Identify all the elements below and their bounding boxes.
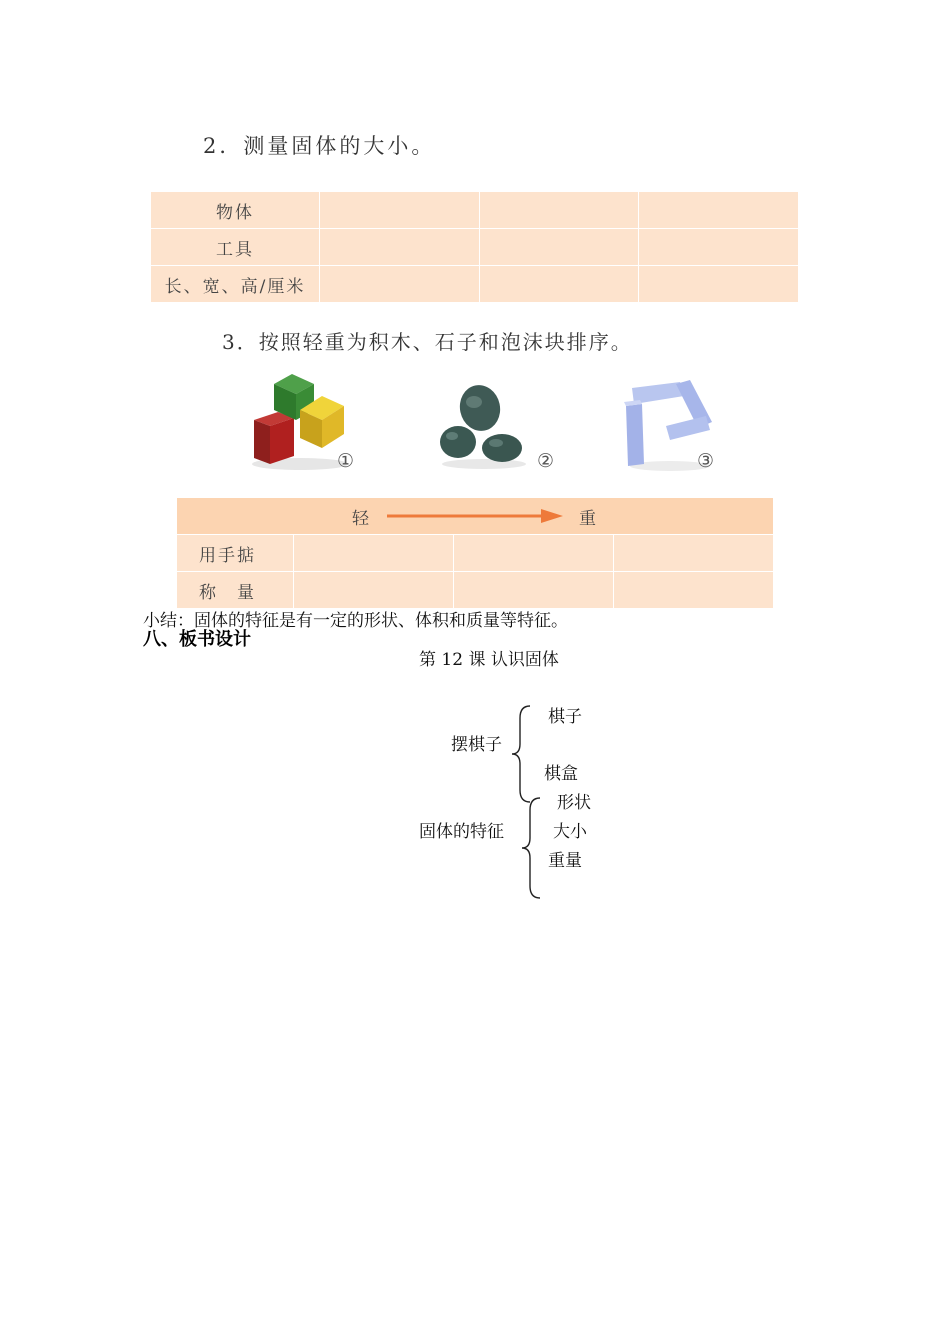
- table-cell: [639, 229, 799, 266]
- section-3-title: 3．按照轻重为积木、石子和泡沫块排序。: [222, 330, 633, 354]
- board-group-1-item: 棋盒: [544, 764, 578, 784]
- light-label: 轻: [352, 508, 371, 529]
- left-brace-icon: [506, 704, 536, 804]
- item-label: ②: [537, 450, 555, 472]
- section-2-title: 2．测量固体的大小。: [203, 134, 436, 158]
- arrow-right-icon: [385, 508, 565, 524]
- heavy-label: 重: [579, 508, 598, 529]
- stones-icon: [434, 384, 528, 470]
- building-blocks-icon: [244, 366, 355, 472]
- table-row: [151, 266, 799, 303]
- table-row: [151, 192, 799, 229]
- summary-text: 小结：固体的特征是有一定的形状、体积和质量等特征。: [143, 611, 568, 631]
- table-cell: [479, 192, 639, 229]
- table-cell: [320, 266, 480, 303]
- row-label: 物体: [151, 192, 320, 229]
- left-brace-icon: [516, 796, 546, 900]
- row-label: 称 量: [177, 572, 294, 609]
- table-cell: [294, 535, 454, 572]
- board-group-2-item: 重量: [548, 851, 582, 871]
- table-cell: [320, 192, 480, 229]
- table-header-row: [177, 498, 774, 535]
- board-group-2-label: 固体的特征: [419, 822, 504, 842]
- table-cell: [294, 572, 454, 609]
- row-label: 工具: [151, 229, 320, 266]
- table-cell: [613, 535, 773, 572]
- item-label: ①: [337, 450, 355, 472]
- item-label: ③: [697, 450, 715, 472]
- table-cell: [453, 535, 613, 572]
- board-group-2-item: 大小: [553, 822, 587, 842]
- measure-table: [150, 191, 799, 303]
- table-cell: [453, 572, 613, 609]
- weight-table: [176, 497, 774, 609]
- table-cell: [639, 266, 799, 303]
- board-group-1-item: 棋子: [548, 707, 582, 727]
- table-cell: [613, 572, 773, 609]
- table-row: [151, 229, 799, 266]
- lesson-title: 第 12 课 认识固体: [419, 650, 559, 670]
- board-group-1-label: 摆棋子: [451, 735, 502, 755]
- table-cell: [479, 266, 639, 303]
- table-row: [177, 535, 774, 572]
- table-cell: [639, 192, 799, 229]
- table-cell: [320, 229, 480, 266]
- section-title: 八、板书设计: [143, 629, 251, 650]
- table-row: [177, 572, 774, 609]
- table-cell: [479, 229, 639, 266]
- row-label: 长、宽、高/厘米: [151, 266, 320, 303]
- light-to-heavy-header: [177, 498, 774, 535]
- row-label: 用手掂: [177, 535, 294, 572]
- board-group-2-item: 形状: [557, 793, 591, 813]
